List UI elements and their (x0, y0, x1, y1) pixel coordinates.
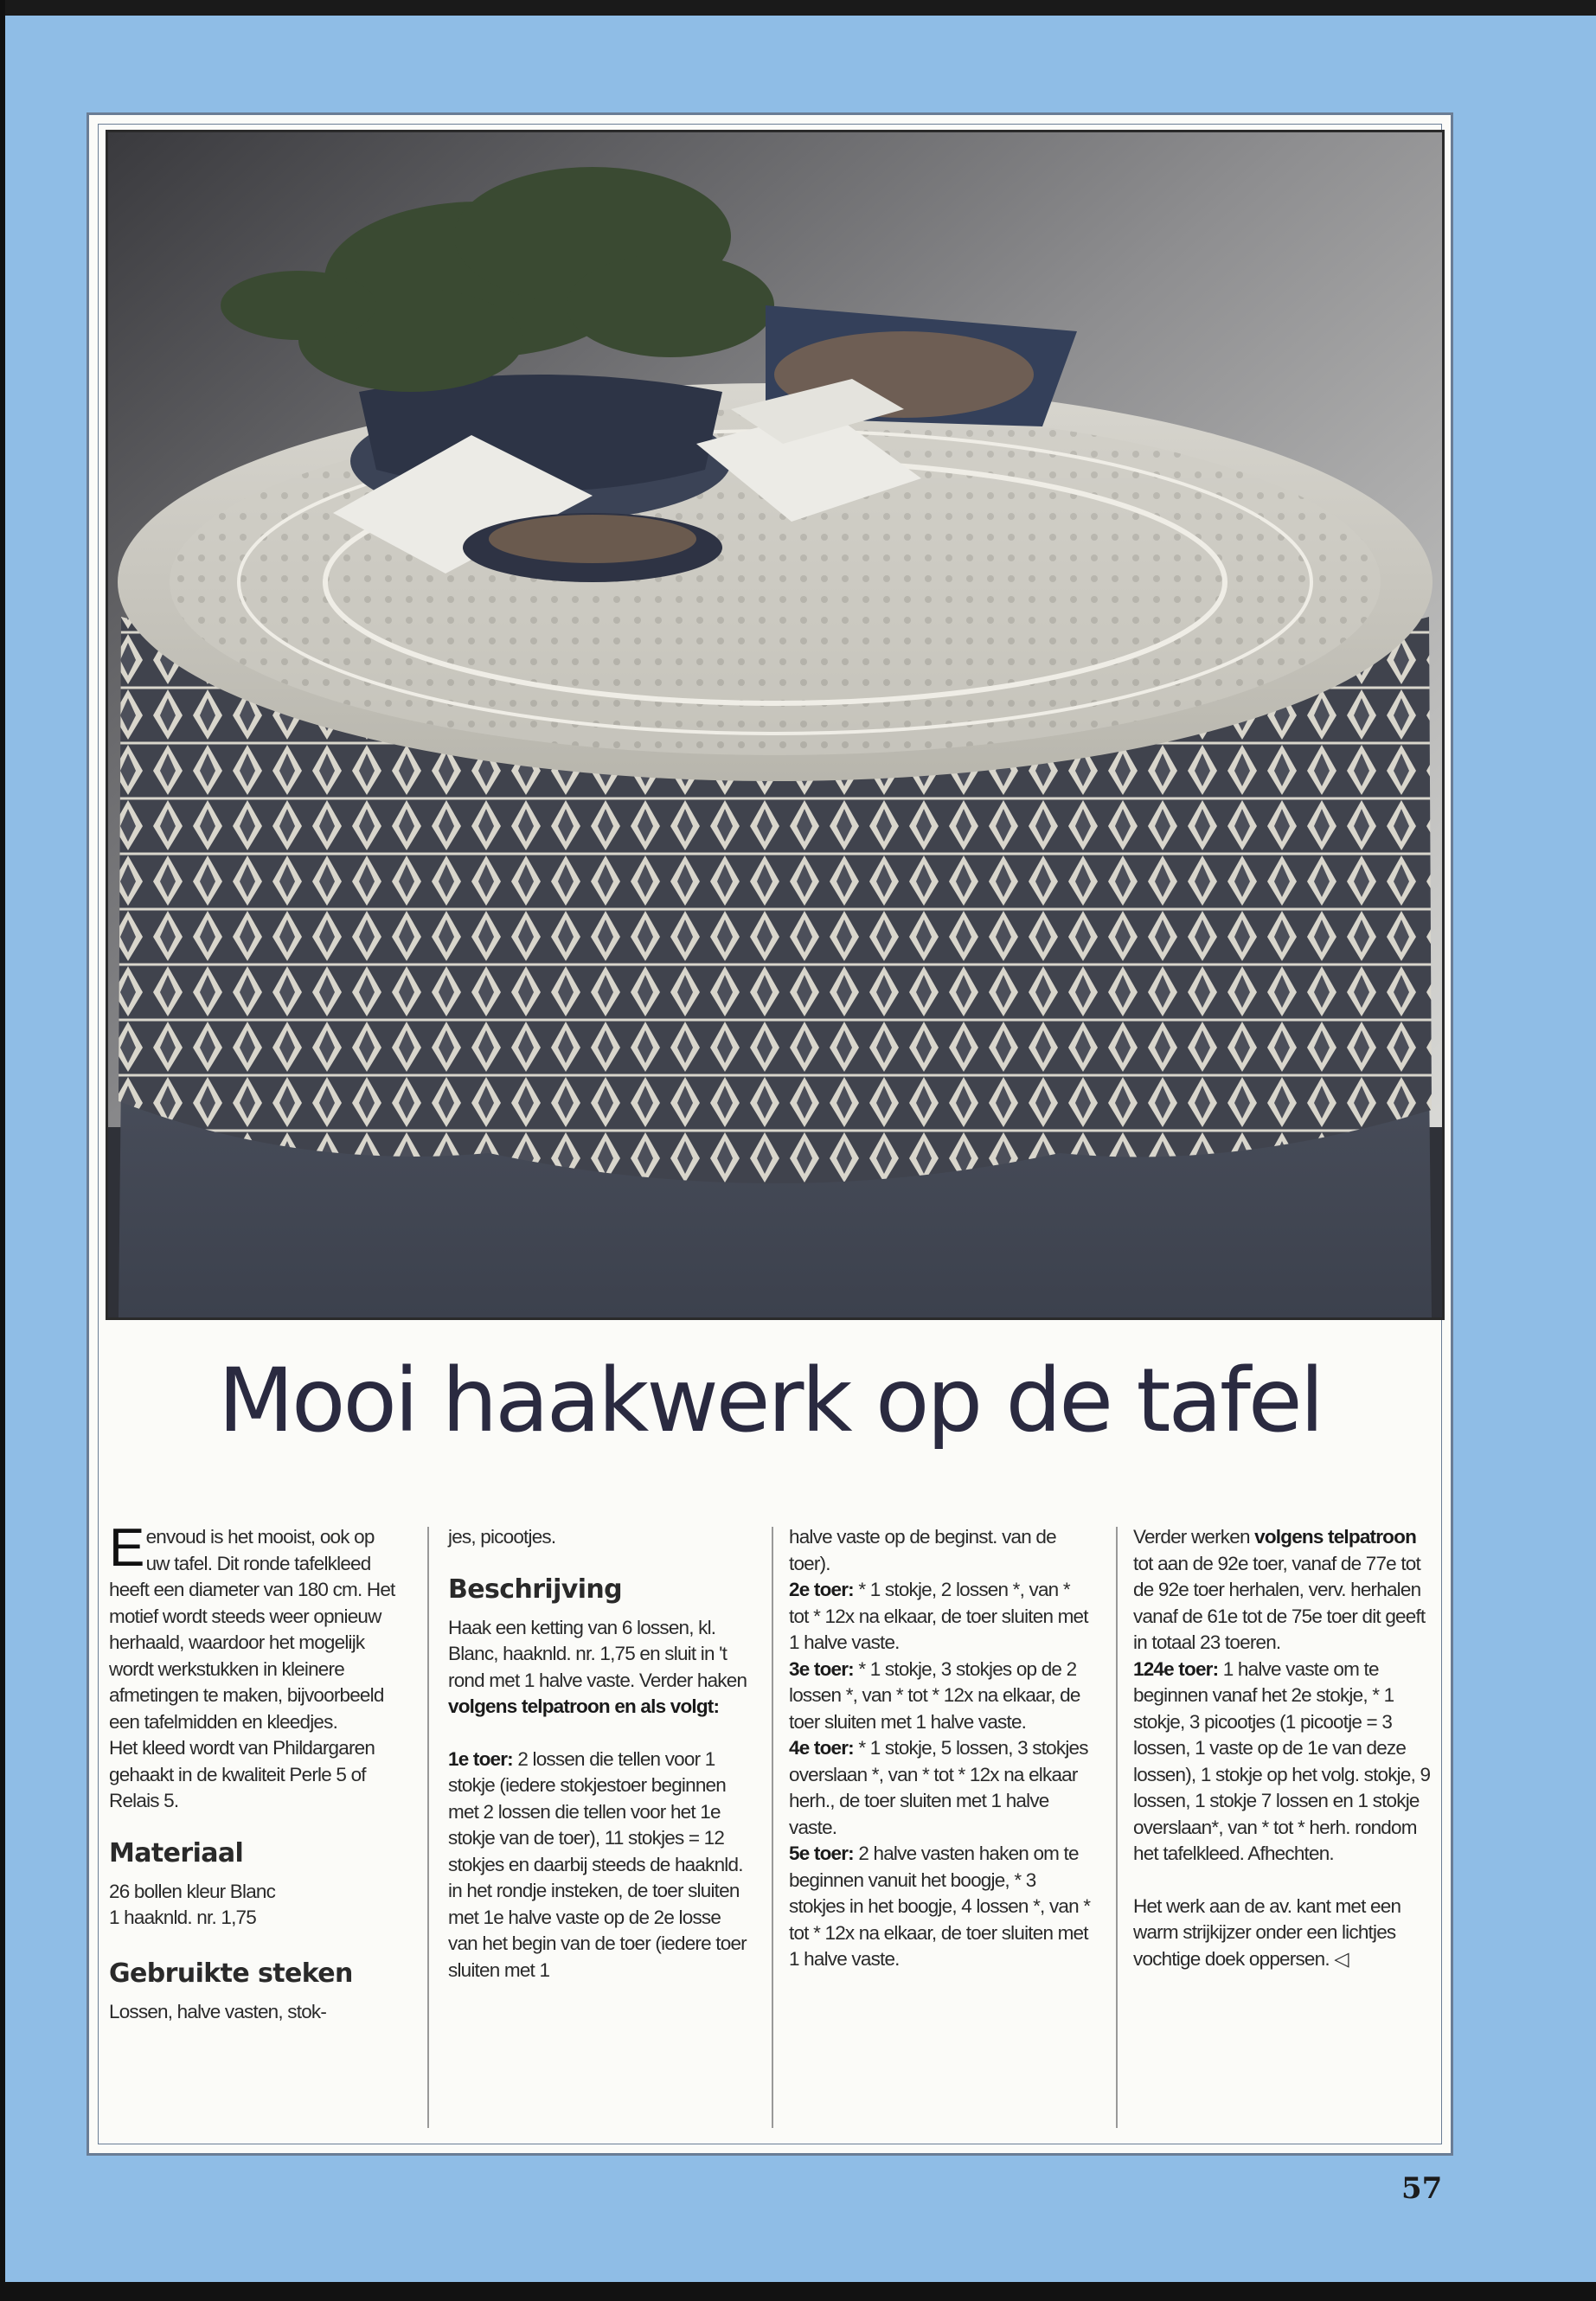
intro-paragraph (109, 1518, 396, 1735)
column-divider-3 (1116, 1527, 1118, 2128)
toer-3-text: * 1 stokje, 3 stokjes op de 2 lossen *, van * tot * 12x na elkaar, de toer sluiten met 1 halve vaste. (789, 1657, 1080, 1733)
column-1 (109, 1518, 396, 2025)
page-title: Mooi haakwerk op de tafel (218, 1349, 1322, 1452)
beschrijving-paragraph (448, 1615, 751, 1721)
materiaal-heading: Materiaal (109, 1837, 244, 1868)
toer-1 (448, 1747, 751, 1984)
column-3 (789, 1524, 1092, 1973)
drop-cap: E (109, 1518, 144, 1578)
toer-2-label: 2e toer: (789, 1579, 854, 1600)
toer-2 (789, 1577, 1092, 1657)
materiaal-line-2: 1 haaknld. nr. 1,75 (109, 1907, 256, 1928)
toer-5-label: 5e toer: (789, 1843, 854, 1864)
top-edge-bar (0, 0, 1596, 16)
final-text: Het werk aan de av. kant met een warm strijkijzer onder een lichtjes vochtige doek oppersen. (1133, 1894, 1401, 1970)
tablecloth-photo (106, 130, 1445, 1320)
column-4 (1133, 1524, 1436, 1972)
page-number: 57 (1401, 2171, 1443, 2206)
yarn-paragraph: Het kleed wordt van Phildargaren gehaakt in de kwaliteit Perle 5 of Relais 5. (109, 1737, 375, 1811)
toer-124-label: 124e toer: (1133, 1657, 1219, 1680)
beschrijving-bold: volgens telpatroon en als volgt: (448, 1695, 720, 1717)
toer-124-text: 1 halve vaste om te beginnen vanaf het 2e stokje, * 1 stokje, 3 picootjes (1 picootje = 3 lossen, 1 vaste op de 1e van deze lossen), 1 stokje op het volg. stokje, 9 lossen, 1 stokje 7 lossen en 1 stokje overslaan*, van * tot * herh. rondom het tafelkleed. Afhechten. (1133, 1657, 1431, 1864)
toer-3-label: 3e toer: (789, 1657, 854, 1680)
end-mark-icon: ◁ (1334, 1947, 1349, 1970)
steken-text: Lossen, halve vasten, stok- (109, 2000, 327, 2022)
toer-4 (789, 1735, 1092, 1841)
toer-5-text: 2 halve vasten haken om te beginnen vanuit het boogje, * 3 stokjes in het boogje, 4 lossen *, van * tot * 12x na elkaar, de toer sluiten met 1 halve vaste. (789, 1843, 1091, 1970)
toer-2-text: * 1 stokje, 2 lossen *, van * tot * 12x na elkaar, de toer sluiten met 1 halve vaste. (789, 1579, 1088, 1653)
verder-text: Verder werken (1133, 1526, 1255, 1548)
toer-4-text: * 1 stokje, 5 lossen, 3 stokjes overslaan *, van * tot * 12x na elkaar herh., de toer sluiten met 1 halve vaste. (789, 1737, 1088, 1838)
toer-5 (789, 1841, 1092, 1973)
intro-text: envoud is het mooist, ook op uw tafel. Dit ronde tafelkleed heeft een diameter van 180 cm. Het motief wordt steeds weer opnieuw herhaald, waardoor het mogelijk wordt werkstukken in kleinere afmetingen te maken, bijvoorbeeld een tafelmidden en kleedjes. (109, 1526, 395, 1733)
toer-1-continued: halve vaste op de beginst. van de toer). (789, 1526, 1056, 1574)
verder-rest: tot aan de 92e toer, vanaf de 77e tot de 92e toer herhalen, verv. herhalen vanaf de 61e tot de 75e toer dit geeft in totaal 23 toeren. (1133, 1552, 1426, 1653)
beschrijving-text: Haak een ketting van 6 lossen, kl. Blanc, haaknld. nr. 1,75 en sluit in 't rond met 1 halve vaste. Verder haken (448, 1616, 747, 1691)
toer-4-label: 4e toer: (789, 1737, 854, 1759)
final-paragraph (1133, 1894, 1436, 1973)
column-divider-1 (427, 1527, 429, 2128)
column-divider-2 (772, 1527, 773, 2128)
toer-124 (1133, 1657, 1436, 1868)
steken-continued: jes, picootjes. (448, 1526, 556, 1548)
beschrijving-heading: Beschrijving (448, 1574, 623, 1605)
verder-paragraph (1133, 1524, 1436, 1657)
steken-heading: Gebruikte steken (109, 1958, 353, 1989)
column-2 (448, 1524, 751, 1984)
left-edge-bar (0, 0, 5, 2301)
toer-1-text: 2 lossen die tellen voor 1 stokje (iedere stokjestoer beginnen met 2 lossen die tellen voor het 1e stokje van de toer), 11 stokjes = 12 stokjes en daarbij steeds de haaknld. in het rondje insteken, de toer sluiten met 1e halve vaste op de 2e losse van het begin van de toer (iedere toer sluiten met 1 (448, 1747, 747, 1981)
photo-illustration (108, 132, 1442, 1317)
toer-1-label: 1e toer: (448, 1747, 513, 1770)
bottom-edge-bar (0, 2282, 1596, 2301)
materiaal-line-1: 26 bollen kleur Blanc (109, 1880, 276, 1902)
toer-3 (789, 1657, 1092, 1736)
verder-bold: volgens telpatroon (1254, 1526, 1417, 1548)
